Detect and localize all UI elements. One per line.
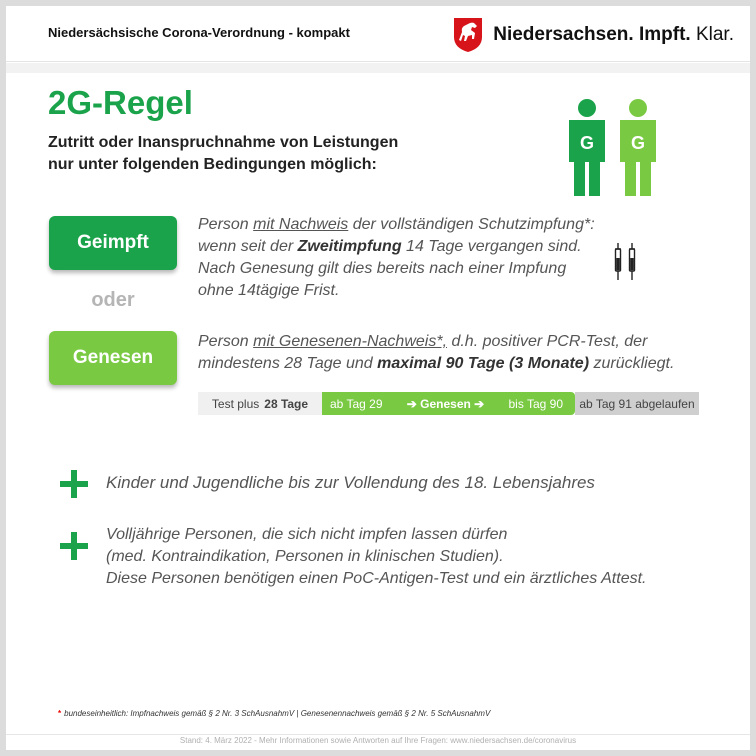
genesen-l1-underline: mit Genesenen-Nachweis*, (253, 333, 448, 350)
subtitle-line-2: nur unter folgenden Bedingungen möglich: (48, 156, 377, 173)
timeline-expired-prefix: ab Tag (579, 396, 616, 411)
timeline-genesen-segment (322, 392, 575, 415)
timeline-end-day: bis Tag 90 (508, 396, 563, 411)
footer-divider (6, 734, 750, 735)
lower-saxony-horse-crest-icon (453, 17, 483, 53)
condition-2-line-2: (med. Kontraindikation, Personen in klinischen Studien). (106, 548, 504, 565)
header-shadow-band (6, 63, 750, 73)
timeline-test-segment (198, 392, 322, 415)
genesen-timeline (198, 392, 699, 415)
footnote (58, 709, 490, 718)
header-title: Niedersächsische Corona-Verordnung - kompakt (48, 25, 350, 40)
genesen-description (198, 331, 718, 375)
brand-slogan (493, 24, 734, 46)
condition-2-line-3: Diese Personen benötigen einen PoC-Antigen-Test und ein ärztliches Attest. (106, 570, 647, 587)
syringes-icon (608, 242, 642, 282)
two-persons-g-icon (560, 98, 660, 198)
geimpft-l1-underline: mit Nachweis (253, 216, 349, 233)
header-bar (6, 6, 750, 62)
plus-icon (60, 470, 88, 498)
genesen-line-2 (198, 353, 718, 375)
oder-separator: oder (91, 289, 135, 311)
genesen-l1-a: Person (198, 333, 254, 350)
page-subtitle (48, 132, 428, 176)
brand-niedersachsen: Niedersachsen. (493, 24, 634, 45)
footnote-text: bundeseinheitlich: Impfnachweis gemäß § 2 Nr. 3 SchAusnahmV | Genesenennachweis gemäß § 2 Nr. 5 SchAusnahmV (64, 709, 491, 718)
person-2-letter: G (630, 133, 646, 153)
timeline-expired-segment (575, 392, 699, 415)
genesen-l2-bold: maximal 90 Tage (3 Monate) (377, 355, 590, 372)
timeline-expired-day: 91 (618, 396, 632, 411)
timeline-start-day: ab Tag 29 (330, 396, 383, 411)
genesen-l2-b: zurückliegt. (589, 355, 675, 372)
genesen-l1-b: d.h. positiver PCR-Test, der (447, 333, 648, 350)
timeline-genesen-label: ➔ Genesen ➔ (406, 396, 485, 411)
page-title: 2G-Regel (48, 84, 193, 121)
genesen-line-1 (198, 331, 718, 353)
geimpft-l2-b: 14 Tage vergangen sind. (401, 238, 582, 255)
footnote-star: * (58, 709, 62, 718)
person-1-letter: G (579, 133, 595, 153)
timeline-28-days: 28 Tage (264, 396, 309, 411)
timeline-expired-label: abgelaufen (635, 396, 695, 411)
subtitle-line-1: Zutritt oder Inanspruchnahme von Leistungen (48, 134, 399, 151)
geimpft-l1-b: der vollständigen Schutzimpfung*: (348, 216, 595, 233)
condition-adults-exempt (106, 524, 726, 590)
geimpft-line-1 (198, 214, 658, 236)
brand-impft: Impft. (638, 24, 691, 45)
genesen-badge: Genesen (49, 331, 177, 385)
geimpft-description (198, 214, 658, 302)
timeline-test-label: Test plus (211, 396, 260, 411)
plus-icon (60, 532, 88, 560)
brand (453, 16, 734, 54)
geimpft-l1-a: Person (198, 216, 254, 233)
footer-text: Stand: 4. März 2022 - Mehr Informationen sowie Antworten auf Ihre Fragen: www.niedersachsen.de/coronavirus (179, 736, 577, 745)
geimpft-badge: Geimpft (49, 216, 177, 270)
geimpft-l2-a: wenn seit der (198, 238, 298, 255)
genesen-l2-a: mindestens 28 Tage und (198, 355, 378, 372)
brand-klar: Klar. (695, 24, 734, 45)
geimpft-line-3: Nach Genesung gilt dies bereits nach einer Impfung (198, 260, 567, 277)
condition-children: Kinder und Jugendliche bis zur Vollendung des 18. Lebensjahres (106, 473, 595, 492)
condition-2-line-1: Volljährige Personen, die sich nicht impfen lassen dürfen (106, 526, 508, 543)
infographic-page (6, 6, 750, 750)
geimpft-line-4: ohne 14tägige Frist. (198, 282, 340, 299)
geimpft-line-2 (198, 236, 658, 258)
geimpft-l2-bold: Zweitimpfung (297, 238, 402, 255)
